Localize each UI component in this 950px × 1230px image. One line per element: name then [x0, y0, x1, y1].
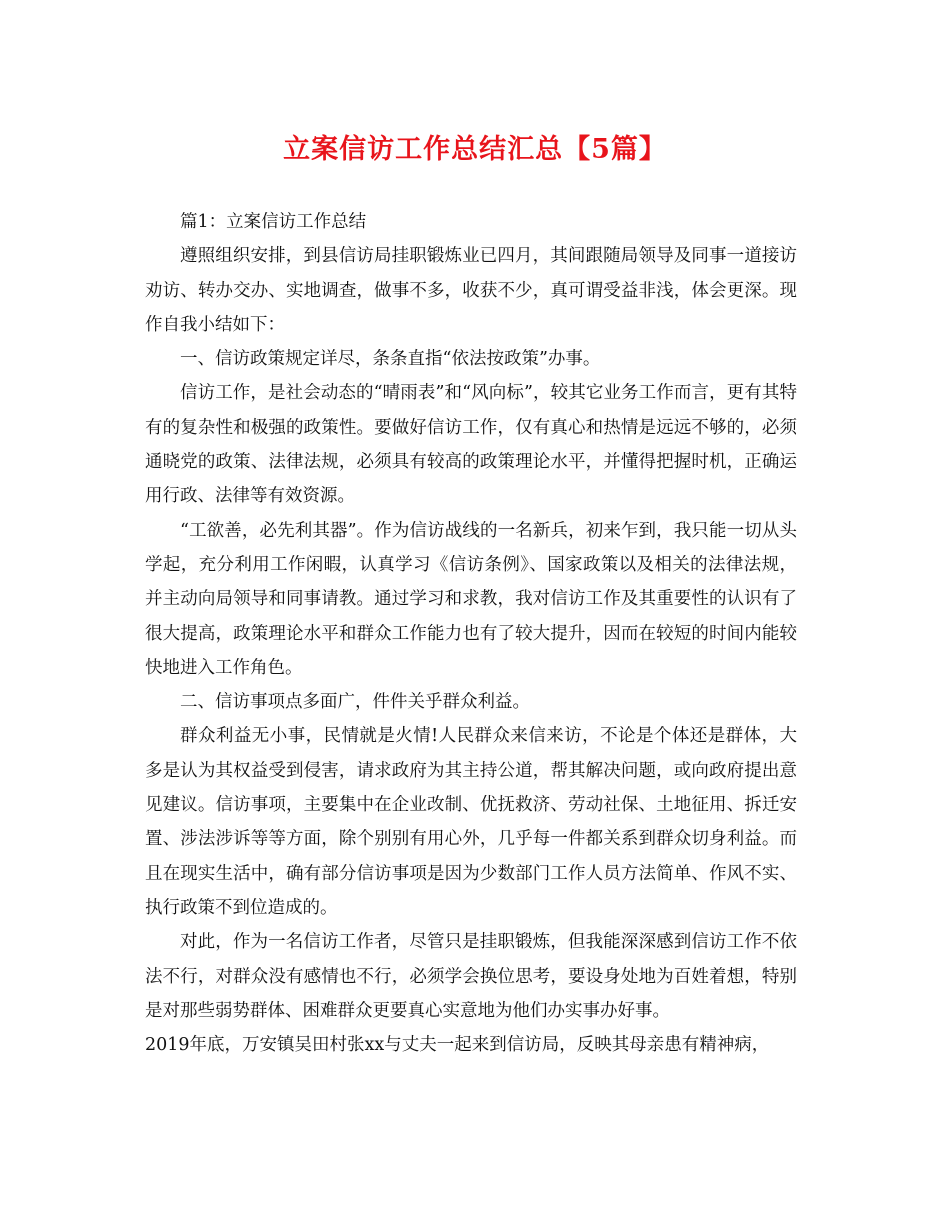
paragraph-heading-1: 篇1：立案信访工作总结: [180, 212, 367, 232]
document-body: [145, 205, 797, 1062]
section-heading: 二、信访事项点多面广，件件关乎群众利益。: [180, 692, 530, 713]
paragraph: “工欲善，必先利其器”。作为信访战线的一名新兵，初来乍到，我只能一切从头学起，充分利用工作闲暇，认真学习《信访条例》、国家政策以及相关的法律法规，并主动向局领导和同事请教。通过学习和求教，我对信访工作及其重要性的认识有了很大提高，政策理论水平和群众工作能力也有了较大提升，因而在较短的时间内能较快地进入工作角色。: [145, 520, 797, 678]
paragraph: 2019年底，万安镇吴田村张xx与丈夫一起来到信访局，反映其母亲患有精神病，: [145, 1035, 770, 1056]
paragraph: 遵照组织安排，到县信访局挂职锻炼业已四月，其间跟随局领导及同事一道接访劝访、转办交办、实地调查，做事不多，收获不少，真可谓受益非浅，体会更深。现作自我小结如下：: [145, 246, 797, 335]
paragraph: 对此，作为一名信访工作者，尽管只是挂职锻炼，但我能深深感到信访工作不依法不行，对群众没有感情也不行，必须学会换位思考，要设身处地为百姓着想，特别是对那些弱势群体、困难群众更要真心实意地为他们办实事办好事。: [145, 932, 797, 1021]
paragraph: 群众利益无小事，民情就是火情!人民群众来信来访，不论是个体还是群体，大多是认为其权益受到侵害，请求政府为其主持公道，帮其解决问题，或向政府提出意见建议。信访事项，主要集中在企业改制、优抚救济、劳动社保、土地征用、拆迁安置、涉法涉诉等等方面，除个别别有用心外，几乎每一件都关系到群众切身利益。而且在现实生活中，确有部分信访事项是因为少数部门工作人员方法简单、作风不实、执行政策不到位造成的。: [145, 726, 797, 918]
section-heading: 一、信访政策规定详尽，条条直指“依法按政策”办事。: [180, 349, 601, 370]
paragraph: 信访工作，是社会动态的“晴雨表”和“风向标”，较其它业务工作而言，更有其特有的复杂性和极强的政策性。要做好信访工作，仅有真心和热情是远远不够的，必须通晓党的政策、法律法规，必须具有较高的政策理论水平，并懂得把握时机，正确运用行政、法律等有效资源。: [145, 383, 797, 507]
document-title: 立案信访工作总结汇总【5篇】: [283, 134, 667, 165]
